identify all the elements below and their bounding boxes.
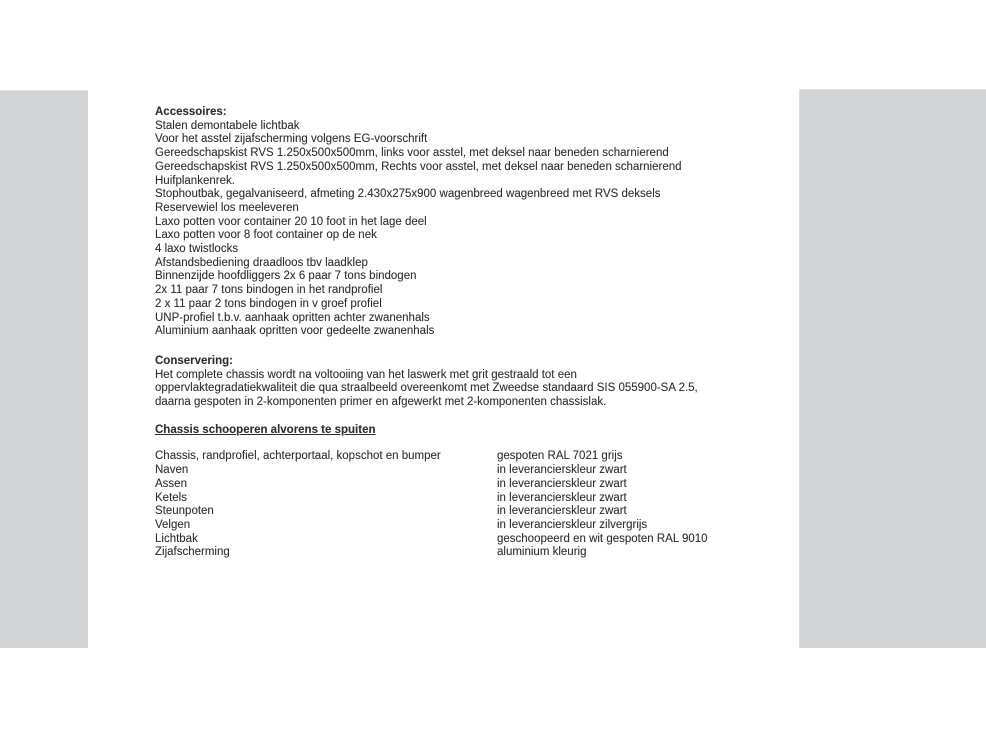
section-accessoires [155,106,765,339]
accessoires-line: Stophoutbak, gegalvaniseerd, afmeting 2.430x275x900 wagenbreed wagenbreed met RVS deksels [155,188,661,201]
finish-table [155,450,765,560]
conservering-line: daarna gespoten in 2-komponenten primer en afgewerkt met 2-komponenten chassislak. [155,396,607,409]
accessoires-line: Voor het asstel zijafscherming volgens EG-voorschrift [155,133,428,146]
accessoires-line: 2 x 11 paar 2 tons bindogen in v groef profiel [155,297,382,310]
accessoires-line: Laxo potten voor container 20 10 foot in het lage deel [155,215,427,228]
table-row [155,519,765,533]
conservering-line: oppervlaktegradatiekwaliteit die qua straalbeeld overeenkomt met Zweedse standaard SIS 055900-SA 2.5, [155,382,698,395]
finish-item: Steunpoten [155,505,214,518]
accessoires-heading: Accessoires: [155,106,227,118]
right-margin-panel [799,89,986,648]
finish-item: Zijafscherming [155,546,230,559]
accessoires-line: Gereedschapskist RVS 1.250x500x500mm, Rechts voor asstel, met deksel naar beneden scharnierend [155,160,682,173]
finish-item: Chassis, randprofiel, achterportaal, kopschot en bumper [155,450,441,463]
table-row [155,492,765,506]
table-row [155,546,765,560]
accessoires-line: Stalen demontabele lichtbak [155,119,300,132]
table-row [155,450,765,464]
conservering-line: Het complete chassis wordt na voltooiing van het laswerk met grit gestraald tot een [155,368,577,381]
accessoires-line: 2x 11 paar 7 tons bindogen in het randprofiel [155,284,383,297]
left-margin-panel [0,90,88,648]
chassis-schooperen-heading: Chassis schooperen alvorens te spuiten [155,423,376,436]
finish-item: Naven [155,464,189,477]
finish-value: in leverancierskleur zwart [497,477,627,490]
finish-item: Assen [155,477,187,490]
finish-value: in leverancierskleur zwart [497,491,627,504]
table-row [155,533,765,547]
finish-value: in leverancierskleur zwart [497,464,627,477]
accessoires-line: Afstandsbediening draadloos tbv laadklep [155,256,368,269]
section-conservering [155,355,765,410]
finish-item: Lichtbak [155,532,198,545]
accessoires-line: Laxo potten voor 8 foot container op de nek [155,229,377,242]
finish-value: aluminium kleurig [497,546,587,559]
accessoires-line: UNP-profiel t.b.v. aanhaak opritten achter zwanenhals [155,311,430,324]
finish-item: Ketels [155,491,187,504]
accessoires-line: Huifplankenrek. [155,174,235,187]
table-row [155,464,765,478]
finish-value: gespoten RAL 7021 grijs [497,450,623,463]
accessoires-line: 4 laxo twistlocks [155,243,239,256]
conservering-heading: Conservering: [155,354,233,367]
accessoires-line: Gereedschapskist RVS 1.250x500x500mm, links voor asstel, met deksel naar beneden scharnierend [155,147,669,160]
finish-value: geschoopeerd en wit gespoten RAL 9010 [497,532,708,545]
table-row [155,478,765,492]
table-row [155,505,765,519]
finish-value: in leverancierskleur zilvergrijs [497,518,648,531]
document-page [155,106,765,560]
finish-item: Velgen [155,518,191,531]
finish-value: in leverancierskleur zwart [497,505,627,518]
accessoires-line: Reservewiel los meeleveren [155,201,299,214]
accessoires-line: Aluminium aanhaak opritten voor gedeelte zwanenhals [155,325,435,338]
accessoires-line: Binnenzijde hoofdliggers 2x 6 paar 7 tons bindogen [155,270,417,283]
